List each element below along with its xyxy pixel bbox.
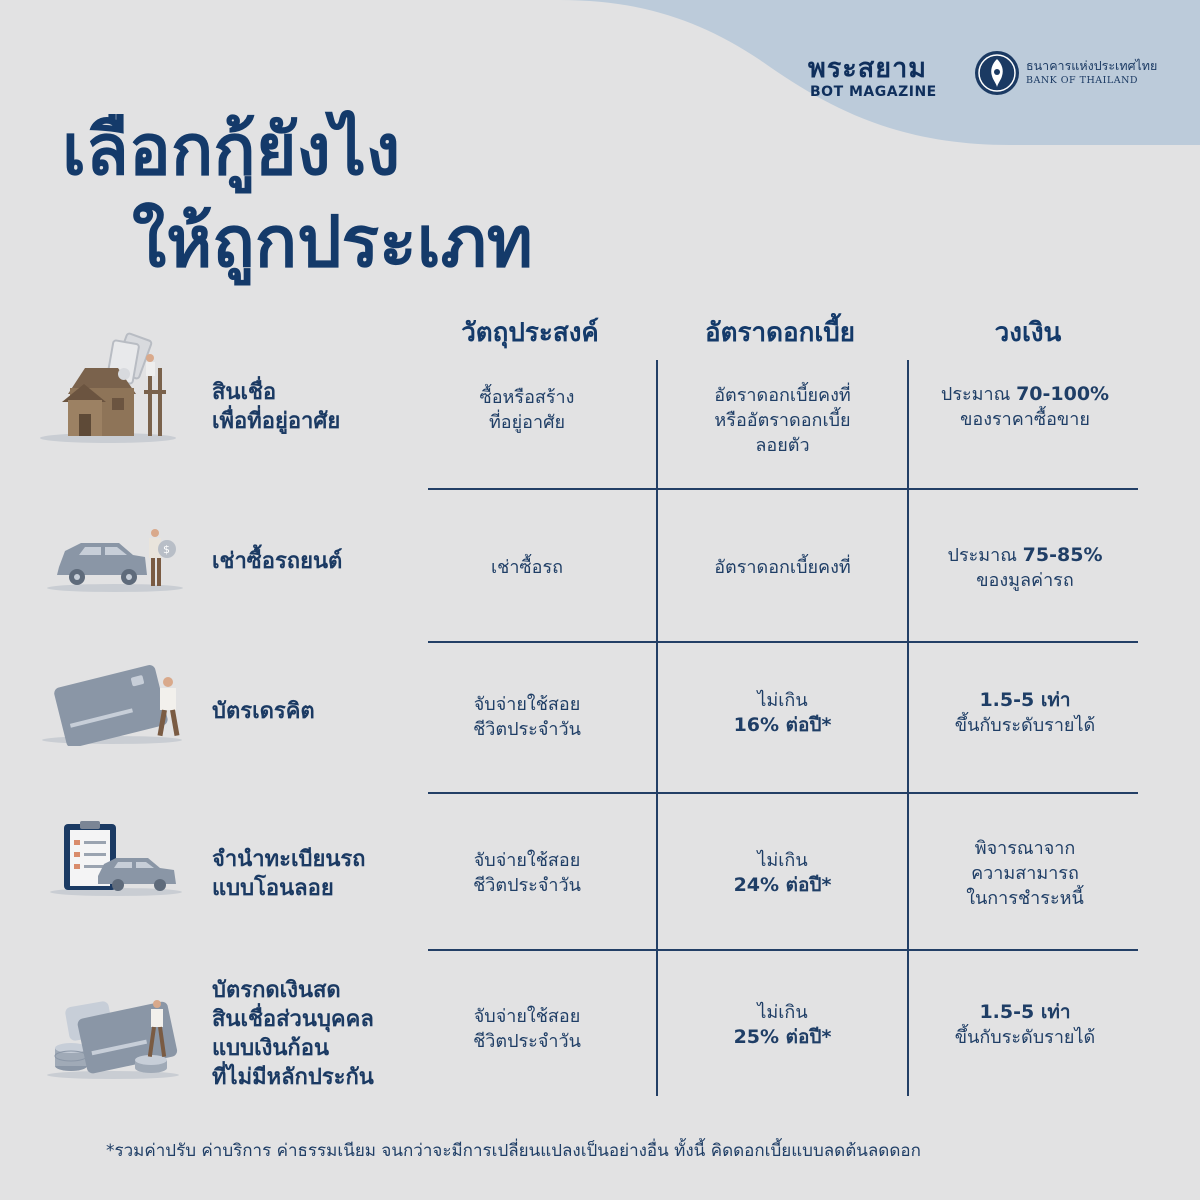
header-credit-limit: วงเงิน	[994, 318, 1062, 348]
title-line-1: เลือกกู้ยังไง	[62, 109, 401, 191]
house-icon	[40, 328, 180, 446]
limit-housing-loan: ประมาณ 70-100% ของราคาซื้อขาย	[940, 383, 1110, 430]
car-icon	[45, 525, 185, 593]
rate-housing-loan: อัตราดอกเบี้ยคงที่ หรืออัตราดอกเบี้ย ลอยตัว	[714, 385, 851, 456]
svg-text:$: $	[163, 543, 170, 556]
bot-seal-icon	[974, 50, 1020, 96]
row-label-cash-card-personal-loan: บัตรกดเงินสด สินเชื่อส่วนบุคคล แบบเงินก้อน ที่ไม่มีหลักประกัน	[212, 978, 374, 1090]
limit-car-hire-purchase: ประมาณ 75-85% ของมูลค่ารถ	[947, 544, 1103, 591]
table-divider-row-1	[428, 488, 1138, 490]
purpose-housing-loan: ซื้อหรือสร้าง ที่อยู่อาศัย	[479, 387, 575, 433]
purpose-car-hire-purchase: เช่าซื้อรถ	[490, 557, 564, 578]
header-interest-rate: อัตราดอกเบี้ย	[705, 318, 855, 348]
purpose-car-title-loan: จับจ่ายใช้สอย ชีวิตประจำวัน	[473, 850, 581, 896]
row-label-housing-loan: สินเชื่อ เพื่อที่อยู่อาศัย	[212, 380, 341, 434]
bank-name	[1026, 58, 1157, 88]
bank-name-thai: ธนาคารแห่งประเทศไทย	[1026, 58, 1158, 73]
footnote: *รวมค่าปรับ ค่าบริการ ค่าธรรมเนียม จนกว่าจะมีการเปลี่ยนแปลงเป็นอย่างอื่น ทั้งนี้ คิดดอกเบี้ยแบบลดต้นลดดอก	[106, 1141, 921, 1161]
bank-name-english: BANK OF THAILAND	[1026, 75, 1139, 86]
coins-card-icon	[45, 996, 185, 1080]
row-label-credit-card: บัตรเดรคิต	[212, 699, 315, 724]
page-title	[62, 104, 533, 288]
row-label-car-title-loan: จำนำทะเบียนรถ แบบโอนลอย	[212, 847, 366, 901]
limit-cash-card-personal-loan: 1.5-5 เท่า ขึ้นกับระดับรายได้	[954, 1001, 1096, 1048]
purpose-credit-card: จับจ่ายใช้สอย ชีวิตประจำวัน	[473, 694, 581, 740]
title-line-2: ให้ถูกประเภท	[132, 201, 533, 283]
limit-car-title-loan: พิจารณาจาก ความสามารถ ในการชำระหนี้	[966, 838, 1084, 909]
rate-car-hire-purchase: อัตราดอกเบี้ยคงที่	[714, 557, 851, 578]
table-divider-row-4	[428, 949, 1138, 951]
header-purpose: วัตถุประสงค์	[461, 318, 599, 348]
rate-car-title-loan: ไม่เกิน 24% ต่อปี*	[733, 850, 832, 896]
row-label-car-hire-purchase: เช่าซื้อรถยนต์	[212, 549, 343, 574]
rate-cash-card-personal-loan: ไม่เกิน 25% ต่อปี*	[733, 1002, 832, 1048]
table-divider-vertical-1	[656, 360, 658, 1096]
purpose-cash-card-personal-loan: จับจ่ายใช้สอย ชีวิตประจำวัน	[473, 1006, 581, 1052]
clipboard-car-icon	[48, 820, 186, 898]
limit-credit-card: 1.5-5 เท่า ขึ้นกับระดับรายได้	[954, 689, 1096, 736]
brand-thai-name: พระสยาม	[808, 53, 928, 84]
credit-card-icon	[40, 664, 200, 746]
brand-english-name: BOT MAGAZINE	[810, 84, 937, 100]
table-divider-row-2	[428, 641, 1138, 643]
table-divider-row-3	[428, 792, 1138, 794]
rate-credit-card: ไม่เกิน 16% ต่อปี*	[733, 690, 832, 736]
table-divider-vertical-2	[907, 360, 909, 1096]
brand-logo	[808, 54, 958, 100]
